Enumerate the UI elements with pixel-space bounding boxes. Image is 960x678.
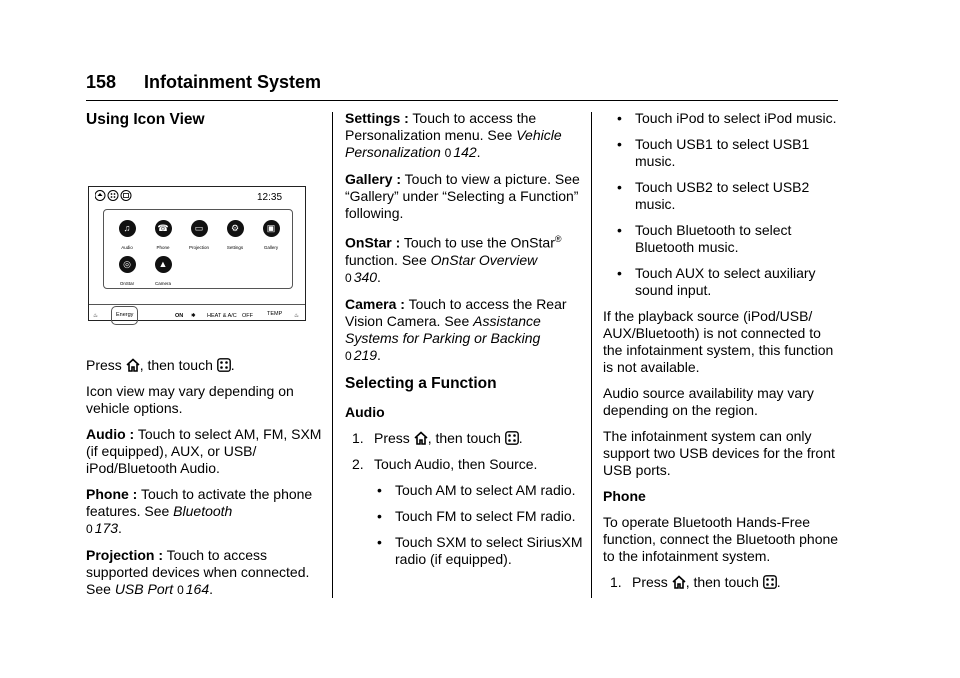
- onstar-description: OnStar : Touch to use the OnStar® function. See OnStar Overview 0 340.: [345, 234, 562, 285]
- column-2: [345, 110, 585, 577]
- phone-step-1: 1. Press , then touch .: [610, 574, 781, 590]
- music-note-icon: ♫: [119, 220, 136, 237]
- xref-icon: 0: [345, 348, 352, 363]
- list-item: • Touch FM to select FM radio.: [377, 507, 576, 524]
- home-icon: [126, 358, 140, 372]
- grid-dots-icon: [763, 575, 777, 589]
- phone-subheading: Phone: [603, 488, 646, 504]
- onstar-icon: ◎: [119, 256, 136, 273]
- gallery-icon: ▣: [263, 220, 280, 237]
- xref-icon: 0: [444, 146, 452, 160]
- xref-icon: 0: [345, 270, 352, 285]
- list-item: • Touch SXM to select SiriusXM radio (if equipped).: [377, 533, 583, 567]
- audio-step-2: 2. Touch Audio, then Source.: [352, 455, 538, 472]
- top-bar-icons: [95, 190, 133, 201]
- column-1: [86, 110, 326, 608]
- app-camera: ▲ Camera: [146, 256, 180, 292]
- usb-support-note: The infotainment system can only support two USB devices for the front USB ports.: [603, 428, 835, 478]
- icon-view-screenshot: [88, 186, 306, 321]
- gallery-description: Gallery : Touch to view a picture. See “Gallery” under “Selecting a Function” following.: [345, 171, 580, 221]
- list-item: • Touch Bluetooth to select Bluetooth music.: [617, 222, 792, 255]
- availability-note: Audio source availability may vary depending on the region.: [603, 385, 814, 418]
- page-ref[interactable]: 219: [353, 346, 378, 363]
- app-gallery: ▣ Gallery: [254, 220, 288, 256]
- column-3: [603, 110, 843, 600]
- heading-selecting-function: Selecting a Function: [345, 374, 497, 392]
- list-item: • Touch iPod to select iPod music.: [617, 110, 837, 126]
- column-divider: [591, 112, 592, 598]
- app-phone: ☎ Phone: [146, 220, 180, 256]
- settings-description: Settings : Touch to access the Personalization menu. See Vehicle Personalization 0 142.: [345, 110, 562, 160]
- seat-heat-icon: ♨: [93, 313, 98, 319]
- climate-off: OFF: [242, 313, 253, 319]
- page-ref[interactable]: 142: [453, 144, 477, 160]
- bluetooth-link[interactable]: Bluetooth: [173, 503, 233, 519]
- grid-dots-icon: [217, 358, 231, 372]
- page-ref[interactable]: 164: [185, 581, 210, 597]
- figure-top-bar: [89, 187, 305, 203]
- projection-icon: ▭: [191, 220, 208, 237]
- xref-icon: 0: [177, 583, 184, 597]
- home-icon: [414, 431, 428, 445]
- onstar-overview-link[interactable]: OnStar Overview: [430, 251, 538, 268]
- heading-using-icon-view: Using Icon View: [86, 111, 205, 128]
- page-header: [86, 70, 838, 101]
- figure-app-panel: [103, 209, 293, 289]
- press-home-instruction: Press , then touch .: [86, 357, 235, 373]
- page-ref[interactable]: 173: [94, 520, 119, 536]
- icon-view-note: Icon view may vary depending on vehicle options.: [86, 383, 294, 416]
- figure-climate-bar: [89, 304, 305, 320]
- climate-on: ON: [175, 313, 184, 319]
- app-onstar: ◎ OnStar: [110, 256, 144, 292]
- gear-icon: ⚙: [227, 220, 244, 237]
- page-ref[interactable]: 340: [353, 268, 378, 285]
- grid-dots-icon: [505, 431, 519, 445]
- column-divider: [332, 112, 333, 598]
- fan-icon: ✱: [191, 313, 196, 319]
- xref-icon: 0: [86, 522, 93, 536]
- camera-icon: ▲: [155, 256, 172, 273]
- home-icon: [672, 575, 686, 589]
- list-item: • Touch USB1 to select USB1 music.: [617, 136, 810, 169]
- temp-label: TEMP: [267, 311, 283, 317]
- energy-label: Energy: [111, 306, 138, 325]
- list-item: • Touch USB2 to select USB2 music.: [617, 179, 810, 212]
- audio-subheading: Audio: [345, 403, 385, 420]
- list-item: • Touch AUX to select auxiliary sound input.: [617, 265, 816, 298]
- assistance-systems-link[interactable]: Assistance Systems for Parking or Backing: [345, 312, 541, 346]
- app-audio: ♫ Audio: [110, 220, 144, 256]
- projection-description: Projection : Touch to access supported devices when connected. See USB Port 0 164.: [86, 547, 310, 597]
- bluetooth-instruction: To operate Bluetooth Hands-Free function, connect the Bluetooth phone to the infotainment system.: [603, 514, 839, 564]
- seat-heat-icon: ♨: [294, 313, 299, 319]
- camera-description: Camera : Touch to access the Rear Vision Camera. See Assistance Systems for Parking or Backing 0 219.: [345, 295, 567, 363]
- playback-source-note: If the playback source (iPod/USB/ AUX/Bluetooth) is not connected to the infotainment system, this function is not available.: [603, 308, 834, 375]
- phone-description: Phone : Touch to activate the phone features. See Bluetooth 0 173.: [86, 486, 313, 536]
- section-title: Infotainment System: [144, 72, 322, 92]
- phone-icon: ☎: [155, 220, 172, 237]
- vehicle-personalization-link[interactable]: Vehicle Personalization: [345, 127, 562, 160]
- page-number: 158: [86, 72, 117, 92]
- usb-port-link[interactable]: USB Port: [114, 581, 174, 597]
- audio-step-1: 1. Press , then touch .: [352, 429, 523, 446]
- app-projection: ▭ Projection: [182, 220, 216, 256]
- audio-description: Audio : Touch to select AM, FM, SXM (if equipped), AUX, or USB/ iPod/Bluetooth Audio.: [86, 426, 322, 476]
- heat-ac: HEAT & A/C: [207, 313, 237, 319]
- list-item: • Touch AM to select AM radio.: [377, 481, 576, 498]
- figure-clock: 12:35: [257, 192, 283, 203]
- app-settings: ⚙ Settings: [218, 220, 252, 256]
